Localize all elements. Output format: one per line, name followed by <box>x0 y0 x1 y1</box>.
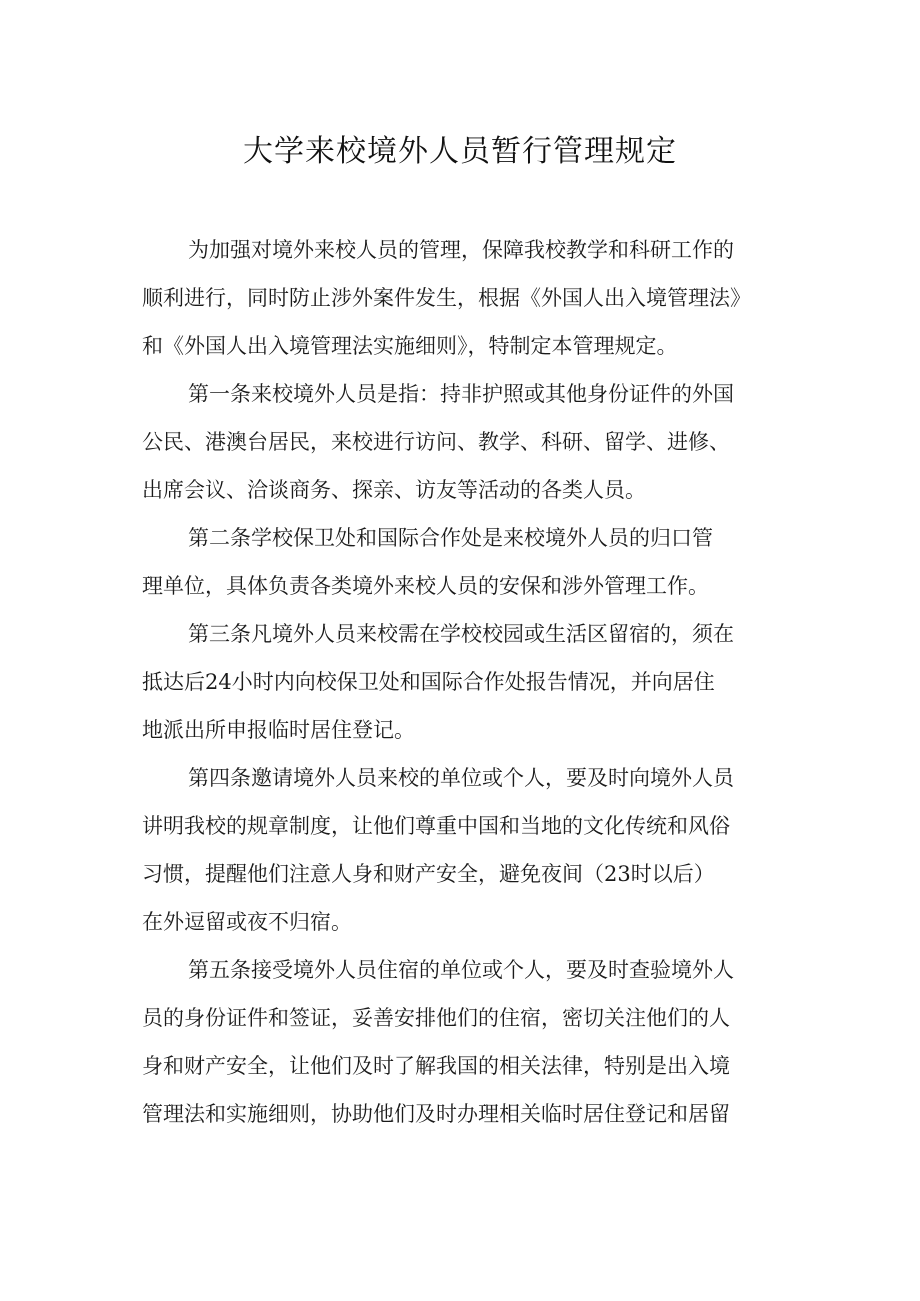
text-line: 员的身份证件和签证，妥善安排他们的住宿，密切关注他们的人 <box>142 1006 730 1030</box>
text-line: 公民、港澳台居民，来校进行访问、教学、科研、留学、进修、 <box>142 430 730 454</box>
text-line: 身和财产安全，让他们及时了解我国的相关法律，特别是出入境 <box>142 1054 730 1078</box>
text-line: 第三条凡境外人员来校需在学校校园或生活区留宿的，须在 <box>188 622 734 646</box>
text-line: 讲明我校的规章制度，让他们尊重中国和当地的文化传统和风俗 <box>142 814 730 838</box>
document-title: 大学来校境外人员暂行管理规定 <box>243 134 677 169</box>
text-line: 抵达后24小时内向校保卫处和国际合作处报告情况，并向居住 <box>142 670 715 694</box>
text-line: 习惯，提醒他们注意人身和财产安全，避免夜间（23时以后） <box>142 862 715 886</box>
text-line: 第五条接受境外人员住宿的单位或个人，要及时查验境外人 <box>188 958 734 982</box>
text-line: 管理法和实施细则，协助他们及时办理相关临时居住登记和居留 <box>142 1102 730 1126</box>
text-line: 出席会议、洽谈商务、探亲、访友等活动的各类人员。 <box>142 478 646 502</box>
text-line: 在外逗留或夜不归宿。 <box>142 910 352 934</box>
text-line: 理单位，具体负责各类境外来校人员的安保和涉外管理工作。 <box>142 574 709 598</box>
text-line: 为加强对境外来校人员的管理，保障我校教学和科研工作的 <box>188 238 734 262</box>
text-line: 和《外国人出入境管理法实施细则》，特制定本管理规定。 <box>142 334 678 358</box>
text-line: 顺利进行，同时防止涉外案件发生，根据《外国人出入境管理法》 <box>142 286 751 310</box>
text-line: 第二条学校保卫处和国际合作处是来校境外人员的归口管 <box>188 526 713 550</box>
text-line: 地派出所申报临时居住登记。 <box>142 718 415 742</box>
text-line: 第一条来校境外人员是指：持非护照或其他身份证件的外国 <box>188 382 734 406</box>
document-body <box>142 226 782 1138</box>
text-line: 第四条邀请境外人员来校的单位或个人，要及时向境外人员 <box>188 766 734 790</box>
